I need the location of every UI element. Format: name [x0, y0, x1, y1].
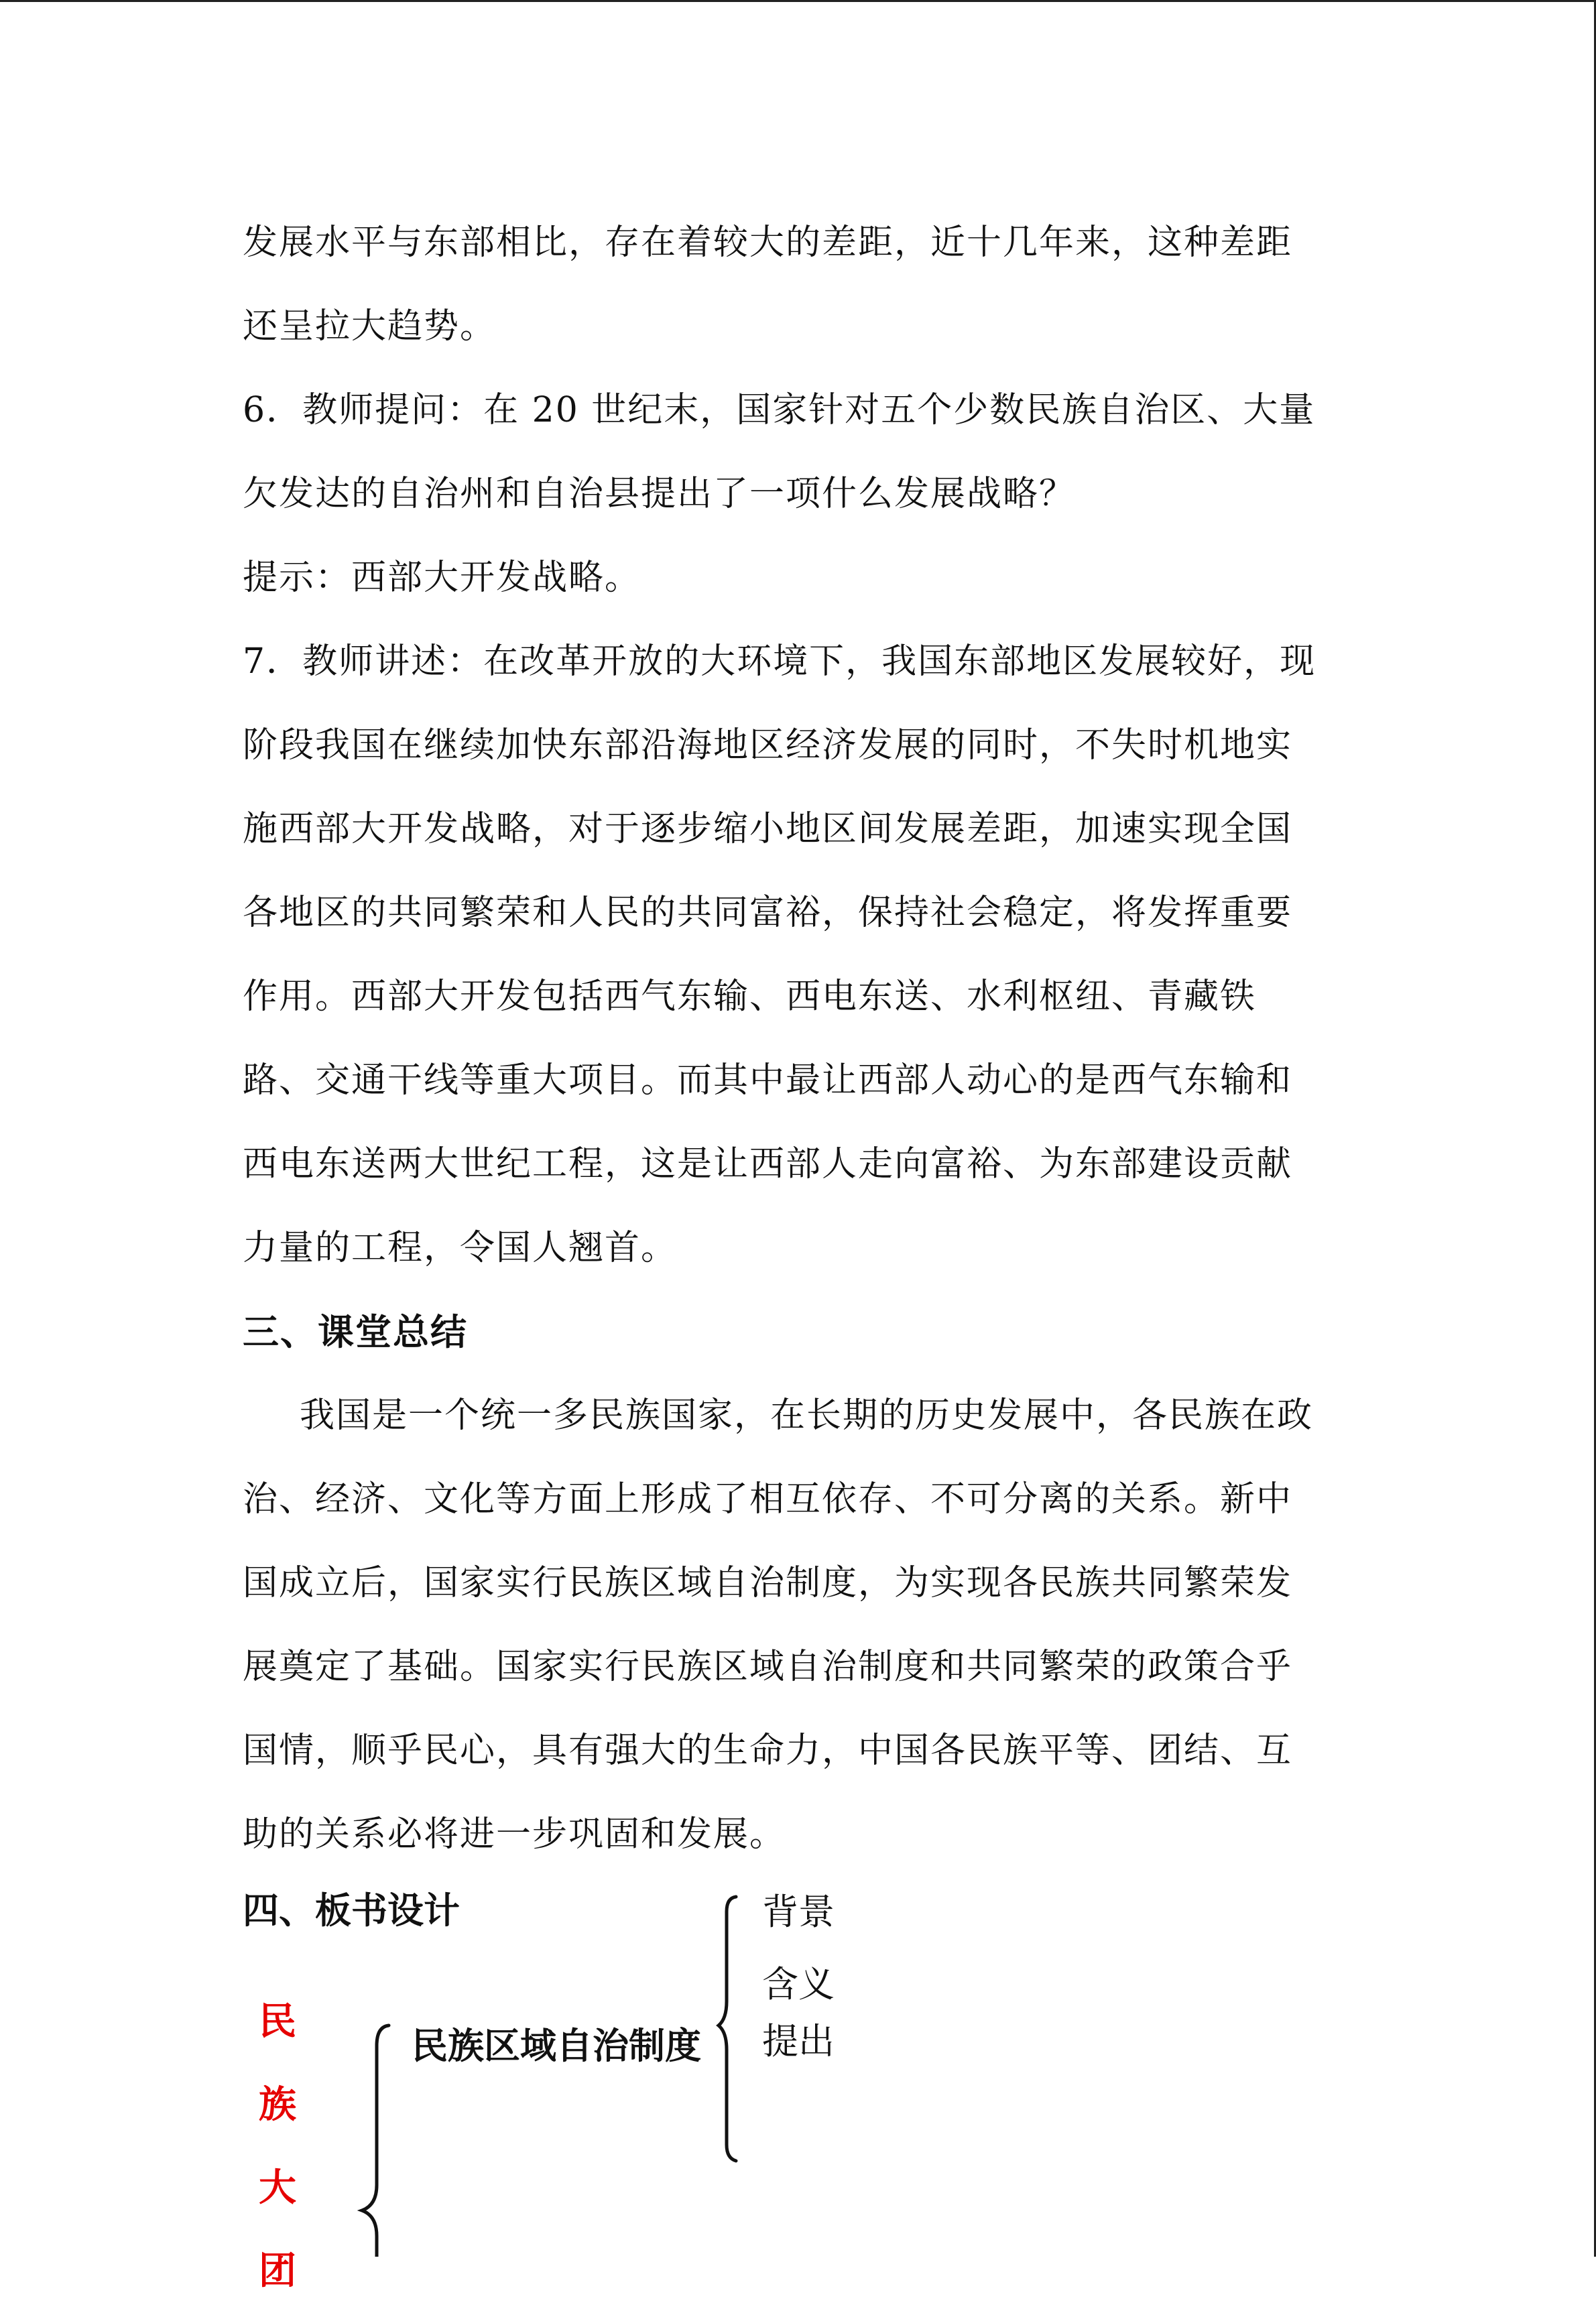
paragraph-line: 提示：西部大开发战略。 [243, 558, 641, 598]
main-brace [362, 2025, 389, 2257]
paragraph-line: 作用。西部大开发包括西气东输、西电东送、水利枢纽、青藏铁 [243, 977, 1257, 1017]
system-label: 民族区域自治制度 [412, 2025, 701, 2067]
paragraph-line: 助的关系必将进一步巩固和发展。 [243, 1814, 786, 1855]
section-heading-summary: 三、课堂总结 [243, 1311, 468, 1353]
sub-item-background: 背景 [762, 1891, 835, 1933]
document-body [243, 201, 1355, 1877]
paragraph-line: 我国是一个统一多民族国家，在长期的历史发展中，各民族在政 [300, 1395, 1314, 1436]
vertical-title-char: 族 [259, 2083, 296, 2127]
sub-items-brace [719, 1897, 736, 2161]
sub-item-proposal: 提出 [762, 2020, 835, 2062]
paragraph-line: 各地区的共同繁荣和人民的共同富裕，保持社会稳定，将发挥重要 [243, 893, 1293, 933]
paragraph-line: 展奠定了基础。国家实行民族区域自治制度和共同繁荣的政策合乎 [243, 1647, 1293, 1687]
paragraph-line: 6．教师提问：在 20 世纪末，国家针对五个少数民族自治区、大量 [243, 390, 1316, 430]
paragraph-line: 施西部大开发战略，对于逐步缩小地区间发展差距，加速实现全国 [243, 809, 1293, 849]
paragraph-line: 力量的工程，令国人翘首。 [243, 1228, 678, 1268]
paragraph-line: 还呈拉大趋势。 [243, 306, 497, 347]
paragraph-line: 治、经济、文化等方面上形成了相互依存、不可分离的关系。新中 [243, 1479, 1293, 1519]
board-design [243, 1870, 1315, 2293]
vertical-title-char: 大 [259, 2166, 296, 2210]
paragraph-line: 7．教师讲述：在改革开放的大环境下，我国东部地区发展较好，现 [243, 641, 1316, 682]
vertical-title-char: 团 [259, 2249, 296, 2293]
paragraph-line: 阶段我国在继续加快东部沿海地区经济发展的同时，不失时机地实 [243, 725, 1293, 765]
paragraph-line: 西电东送两大世纪工程，这是让西部人走向富裕、为东部建设贡献 [243, 1144, 1293, 1184]
board-title: 四、板书设计 [243, 1889, 460, 1932]
paragraph-line: 发展水平与东部相比，存在着较大的差距，近十几年来，这种差距 [243, 223, 1293, 263]
vertical-red-title [259, 1981, 306, 2313]
paragraph-line: 国情，顺乎民心，具有强大的生命力，中国各民族平等、团结、互 [243, 1731, 1293, 1771]
paragraph-line: 路、交通干线等重大项目。而其中最让西部人动心的是西气东输和 [243, 1060, 1293, 1101]
paragraph-line: 欠发达的自治州和自治县提出了一项什么发展战略？ [243, 474, 1076, 514]
paragraph-line: 国成立后，国家实行民族区域自治制度，为实现各民族共同繁荣发 [243, 1563, 1293, 1603]
page-top-border [0, 0, 1596, 2]
sub-item-meaning: 含义 [762, 1963, 835, 2005]
vertical-title-char: 民 [259, 2000, 296, 2044]
